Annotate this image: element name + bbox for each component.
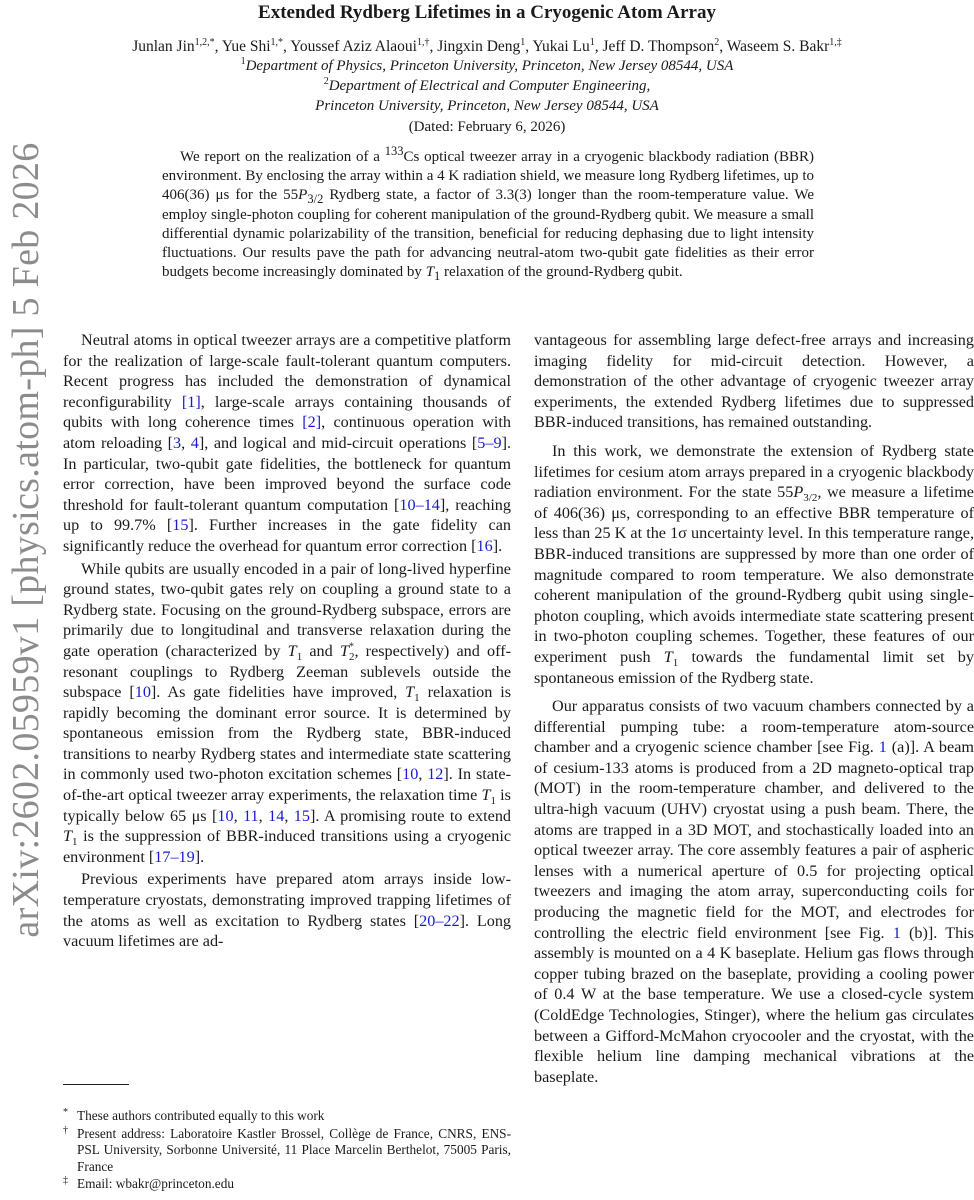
footnote — [63, 1108, 511, 1125]
citation-link[interactable]: 10 — [402, 765, 419, 784]
citation-link[interactable]: 15 — [293, 806, 310, 825]
affiliation-text: Department of Physics, Princeton University, Princeton, New Jersey 08544, USA — [245, 58, 734, 74]
author-name: Jeff D. Thompson — [602, 38, 715, 55]
footnote-text: These authors contributed equally to this work — [77, 1108, 325, 1123]
author-name: Junlan Jin — [132, 38, 195, 55]
abstract-text: Cs optical tweezer array in a cryogenic blackbody radiation (BBR) environment. By enclosing the array within a 4 K radiation shield, we measure long Rydberg lifetimes, up to 406(36) μs for the 55 — [162, 149, 814, 204]
author-affiliation-mark: 1,† — [416, 36, 430, 48]
affiliation-mark: 2 — [323, 76, 329, 87]
math-symbol: $T_1$ — [405, 683, 420, 705]
author-affiliation-mark: 1,* — [270, 36, 284, 48]
math-symbol: $T_1$ — [63, 827, 78, 849]
paragraph-this-work: In this work, we demonstrate the extension of Rydberg state lifetimes for cesium atom arrays prepared in a cryogenic blackbody radiation environment. For the state $55P_{3/2}$, we measure a lifetime of 406(36) μs, corresponding to an effective BBR temperature of less than 25 K at the 1σ uncertainty level. In this temperature range, BBR-induced transitions are suppressed by more than one order of magnitude compared to room temperature. We also demonstrate coherent manipulation of the ground-Rydberg qubit using single-photon coupling, which avoids intermediate state scattering present in two-photon coupling schemes. Together, these features of our experiment push $T_1$ towards the fundamental limit set by spontaneous emission of the Rydberg state. — [534, 441, 974, 687]
affiliation-2-cont — [0, 98, 974, 115]
math-symbol: $T^*_2$ — [339, 641, 355, 664]
arxiv-side-stamp — [4, 100, 48, 980]
citation-link[interactable]: 10 — [217, 806, 234, 825]
abstract-text: Rydberg state, a factor of 3.3(3) longer than the room-temperature value. We employ single-photon coupling for coherent manipulation of the ground-Rydberg qubit. We measure a small differential dynamic polarizability of the transition, beneficial for reducing dephasing due to light intensity fluctuations. Our results pave the path for advancing neutral-atom two-qubit gate fidelities as their error budgets become increasingly dominated by — [162, 187, 814, 281]
footnote-mark: * — [63, 1107, 68, 1118]
author-name: Yue Shi — [221, 38, 271, 55]
author-name: Jingxin Deng — [437, 38, 521, 55]
abstract-text: We report on the realization of a — [180, 149, 385, 165]
affiliation-mark: 1 — [240, 56, 246, 67]
citation-link[interactable]: 3 — [173, 433, 182, 452]
footnote-mark: † — [63, 1124, 68, 1136]
footnote-mark: ‡ — [63, 1175, 68, 1186]
citation-link[interactable]: 15 — [172, 516, 189, 535]
author-affiliation-mark: 1,‡ — [829, 36, 842, 48]
citation-link[interactable]: 11 — [243, 806, 259, 825]
citation-link[interactable]: 10 — [134, 683, 151, 702]
math-symbol: T — [425, 264, 435, 281]
footnote-text: Email: wbakr@princeton.edu — [77, 1176, 234, 1191]
footnote-rule — [63, 1084, 129, 1085]
paragraph-previous-experiments: Previous experiments have prepared atom arrays inside low-temperature cryostats, demonstrating improved trapping lifetimes of the atoms as well as excitation to Rydberg states [20–22]. Long vacuum lifetimes are ad- — [63, 870, 512, 951]
math-subscript: 3/2 — [307, 192, 324, 207]
paper-title: Extended Rydberg Lifetimes in a Cryogenic Atom Array — [258, 2, 716, 23]
citation-link[interactable]: 1 — [878, 738, 887, 757]
citation-link[interactable]: [1] — [181, 392, 201, 411]
abstract — [162, 144, 814, 284]
left-column — [63, 330, 511, 952]
paragraph-apparatus: Our apparatus consists of two vacuum chambers connected by a differential pumping tube: a room-temperature atom-source chamber and a cryogenic science chamber [see Fig. 1 (a)]. A beam of cesium-133 atoms is produced from a 2D magneto-optical trap (MOT) in the room-temperature chamber, and delivered to the ultra-high vacuum (UHV) cryostat using a push beam. There, the atoms are trapped in a 3D MOT, and stochastically loaded into an optical tweezer array. The core assembly features a pair of aspheric lenses with a numerical aperture of 0.5 for projecting optical tweezers and imaging the atom array, superconducting coils for producing the magnetic field for the MOT, and electrodes for controlling the electric field environment [see Fig. 1 (b)]. This assembly is mounted on a 4 K baseplate. Helium gas flows through copper tubing brazed on the baseplate, providing a cooling power of 0.4 W at the base temperature. We use a closed-cycle system (ColdEdge Technologies, Stinger), where the helium gas circulates between a Gifford-McMahon cryocooler and the cryostat, with the flexible helium line damping mechanical vibrations at the baseplate. — [534, 697, 974, 1086]
citation-link[interactable]: 12 — [427, 765, 444, 784]
footnote-text: Present address: Laboratoire Kastler Brossel, Collège de France, CNRS, ENS-PSL University, Sorbonne Université, 11 Place Marcelin Berthelot, 75005 Paris, France — [77, 1125, 511, 1174]
isotope-superscript: 133 — [384, 144, 404, 158]
math-symbol: $T_1$ — [663, 647, 679, 670]
affiliation-text: Princeton University, Princeton, New Jersey 08544, USA — [315, 98, 659, 114]
paragraph-relaxation: While qubits are usually encoded in a pair of long-lived hyperfine ground states, two-qubit gates rely on coupling a ground state to a Rydberg state. Focusing on the ground-Rydberg subspace, errors are primarily due to longitudinal and transverse relaxation during the gate operation (characterized by $T_1$ and $T^*_2$, respectively) and off-resonant couplings to Rydberg Zeeman sublevels outside the subspace [10]. As gate fidelities have improved, $T_1$ relaxation is rapidly becoming the dominant error source. It is determined by spontaneous emission from the Rydberg state, BBR-induced transitions to nearby Rydberg states and intermediate state scattering in commonly used two-photon excitation schemes [10, 12]. In state-of-the-art optical tweezer array experiments, the relaxation time $T_1$ is typically below 65 μs [10, 11, 14, 15]. A promising route to extend $T_1$ is the suppression of BBR-induced transitions using a cryogenic environment [17–19]. — [63, 559, 512, 866]
arxiv-identifier: arXiv:2602.05959v1 [physics.atom-ph] 5 Feb 2026 — [5, 142, 47, 938]
author-affiliation-mark: 2 — [714, 36, 720, 48]
author-name: Yukai Lu — [532, 38, 590, 55]
citation-link[interactable]: 1 — [892, 923, 901, 942]
affiliation-1 — [0, 58, 974, 75]
citation-link[interactable]: [2] — [302, 413, 322, 432]
date-line: (Dated: February 6, 2026) — [408, 119, 566, 135]
author-affiliation-mark: 1 — [520, 36, 526, 48]
author-list: Junlan Jin$^{1,2,*}$, Yue Shi$^{1,*}$, Youssef Aziz Alaoui$^{1,\dagger}$, Jingxin Deng$^1$, Yukai Lu$^1$, Jeff D. Thompson$^2$, Waseem S. Bakr$^{1,\ddagger}$ — [132, 36, 842, 55]
author-affiliation-mark: 1,2,* — [194, 36, 215, 48]
math-subscript: 1 — [434, 269, 441, 284]
footnote — [63, 1176, 511, 1193]
citation-link[interactable]: 5–9 — [477, 433, 502, 452]
affiliation-2 — [0, 78, 974, 95]
math-symbol: $T_1$ — [481, 786, 497, 808]
paragraph-intro: Neutral atoms in optical tweezer arrays are a competitive platform for the realization of large-scale fault-tolerant quantum computers. Recent progress has included the demonstration of dynamical reconfigurability [1], large-scale arrays containing thousands of qubits with long coherence times [2], continuous operation with atom reloading [3, 4], and logical and mid-circuit operations [5–9]. In particular, two-qubit gate fidelities, the bottleneck for quantum error correction, have been improved beyond the surface code threshold for fault-tolerant quantum computation [10–14], reaching up to 99.7% [15]. Further increases in the gate fidelity can significantly reduce the overhead for quantum error correction [16]. — [63, 331, 511, 555]
citation-link[interactable]: 17–19 — [154, 847, 195, 866]
citation-link[interactable]: 4 — [190, 433, 199, 452]
math-symbol: $T_1$ — [287, 641, 303, 664]
footnote — [63, 1126, 511, 1176]
citation-link[interactable]: 16 — [476, 536, 493, 555]
affiliation-text: Department of Electrical and Computer Engineering, — [328, 78, 651, 94]
citation-link[interactable]: 10–14 — [399, 495, 440, 514]
math-symbol: P — [298, 187, 308, 204]
paragraph-continued: vantageous for assembling large defect-free arrays and increasing imaging fidelity for mid-circuit detection. However, a demonstration of the other advantage of cryogenic tweezer array experiments, the extended Rydberg lifetimes due to suppressed BBR-induced transitions, has remained outstanding. — [534, 331, 974, 432]
author-affiliation-mark: 1 — [589, 36, 595, 48]
right-column — [534, 330, 974, 1087]
citation-link[interactable]: 20–22 — [419, 911, 460, 930]
math-symbol: $P_{3/2}$ — [793, 483, 818, 505]
abstract-text: relaxation of the ground-Rydberg qubit. — [440, 264, 683, 281]
author-name: Waseem S. Bakr — [726, 38, 830, 55]
footnotes — [63, 1108, 511, 1194]
author-name: Youssef Aziz Alaoui — [290, 38, 417, 55]
citation-link[interactable]: 14 — [268, 806, 285, 825]
